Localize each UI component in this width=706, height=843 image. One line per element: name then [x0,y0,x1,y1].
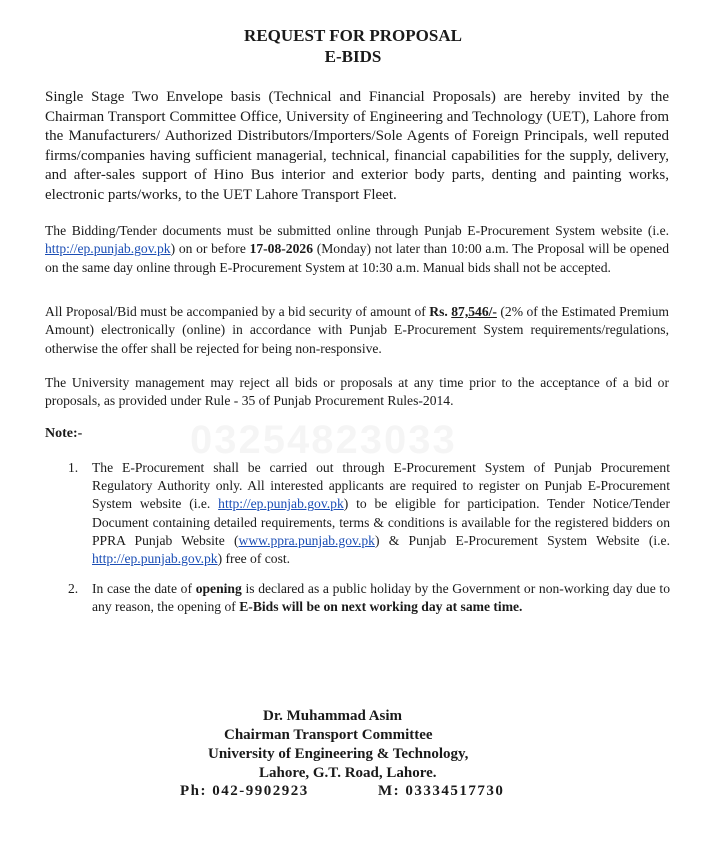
note-item [68,459,670,568]
note-text [92,580,670,616]
signatory-designation: Chairman Transport Committee [224,727,433,743]
submission-text-2: ) on or before [170,241,250,257]
deadline-date: 17-08-2026 [249,241,313,257]
watermark [190,418,457,463]
submission-text-1: The Bidding/Tender documents must be submitted online through Punjab E-Procurement System website (i.e. [45,223,669,238]
eproc-link[interactable]: http://ep.punjab.gov.pk [45,241,171,257]
phone-number: 042-9902923 [212,783,309,799]
eproc-link[interactable]: http://ep.punjab.gov.pk [92,551,218,567]
security-text-1: All Proposal/Bid must be accompanied by a bid security of amount of [45,304,430,319]
mobile-line [378,782,504,801]
eproc-link[interactable]: http://ep.punjab.gov.pk [218,496,344,512]
security-text-2: (2% of the Estimated Premium Amount) electronically (online) in accordance with Punjab E-Procurement System requirements/regulations, otherwise the offer shall be rejected for being non-responsive. [45,304,670,356]
note2-bold-1: opening [195,581,242,596]
security-paragraph [45,303,669,358]
document-subtitle: E-BIDS [324,47,382,66]
note2-bold-2: E-Bids will be on next working day at same time. [239,599,523,615]
note-text [92,459,670,568]
note-item [68,580,670,616]
phone-line [180,782,309,801]
document-title: REQUEST FOR PROPOSAL [244,26,462,45]
note1-text-3: ) & Punjab E-Procurement System Website (i.e. [374,532,670,548]
security-currency: Rs. [429,304,452,319]
signatory-organization: University of Engineering & Technology, [208,746,469,762]
note2-text-2: is declared as a public holiday by the Government or non-working day due to any reason, the opening of [92,581,670,615]
note2-text-1: In case the date of [92,581,196,596]
submission-text-3: (Monday) not later than 10:00 a.m. The Proposal will be opened on the same day online through E-Procurement System at 10:30 a.m. Manual bids shall not be accepted. [45,241,669,275]
intro-paragraph: Single Stage Two Envelope basis (Technical and Financial Proposals) are hereby invited by the Chairman Transport Committee Office, University of Engineering and Technology (UET), Lahore from the Manufacturers/ Authorized Distributors/Importers/Sole Agents of Foreign Principals, well reputed firms/companies having sufficient managerial, technical, financial capabilities for the supply, delivery, and after-sales support of Hino Bus interior and exterior body parts, denting and painting works, electronic parts/works, to the UET Lahore Transport Fleet. [45,89,669,203]
note1-text-4: ) free of cost. [217,551,291,567]
signatory-name: Dr. Muhammad Asim [263,708,403,724]
rejection-paragraph: The University management may reject all bids or proposals at any time prior to the acceptance of a bid or proposals, as provided under Rule - 35 of Punjab Procurement Rules-2014. [45,375,669,409]
note-heading: Note:- [45,426,83,441]
submission-paragraph [45,222,669,277]
mobile-number: 03334517730 [405,783,505,799]
security-amount: 87,546/- [451,304,497,319]
signatory-address: Lahore, G.T. Road, Lahore. [259,765,437,781]
note1-text-1: The E-Procurement shall be carried out through E-Procurement System of Punjab Procurement Regulatory Authority only. All interested applicants are required to register on Punjab E-Procurement System website (i.e. [92,460,670,512]
ppra-link[interactable]: www.ppra.punjab.gov.pk [238,532,375,548]
note-number: 2. [68,581,79,596]
phone-label: Ph: [180,783,207,799]
note-number: 1. [68,460,79,475]
mobile-label: M: [378,783,401,799]
note1-text-2: ) to be eligible for participation. Tender Notice/Tender Document containing detailed requirements, terms & conditions is available for the registered bidders on PPRA Punjab Website ( [92,496,670,548]
